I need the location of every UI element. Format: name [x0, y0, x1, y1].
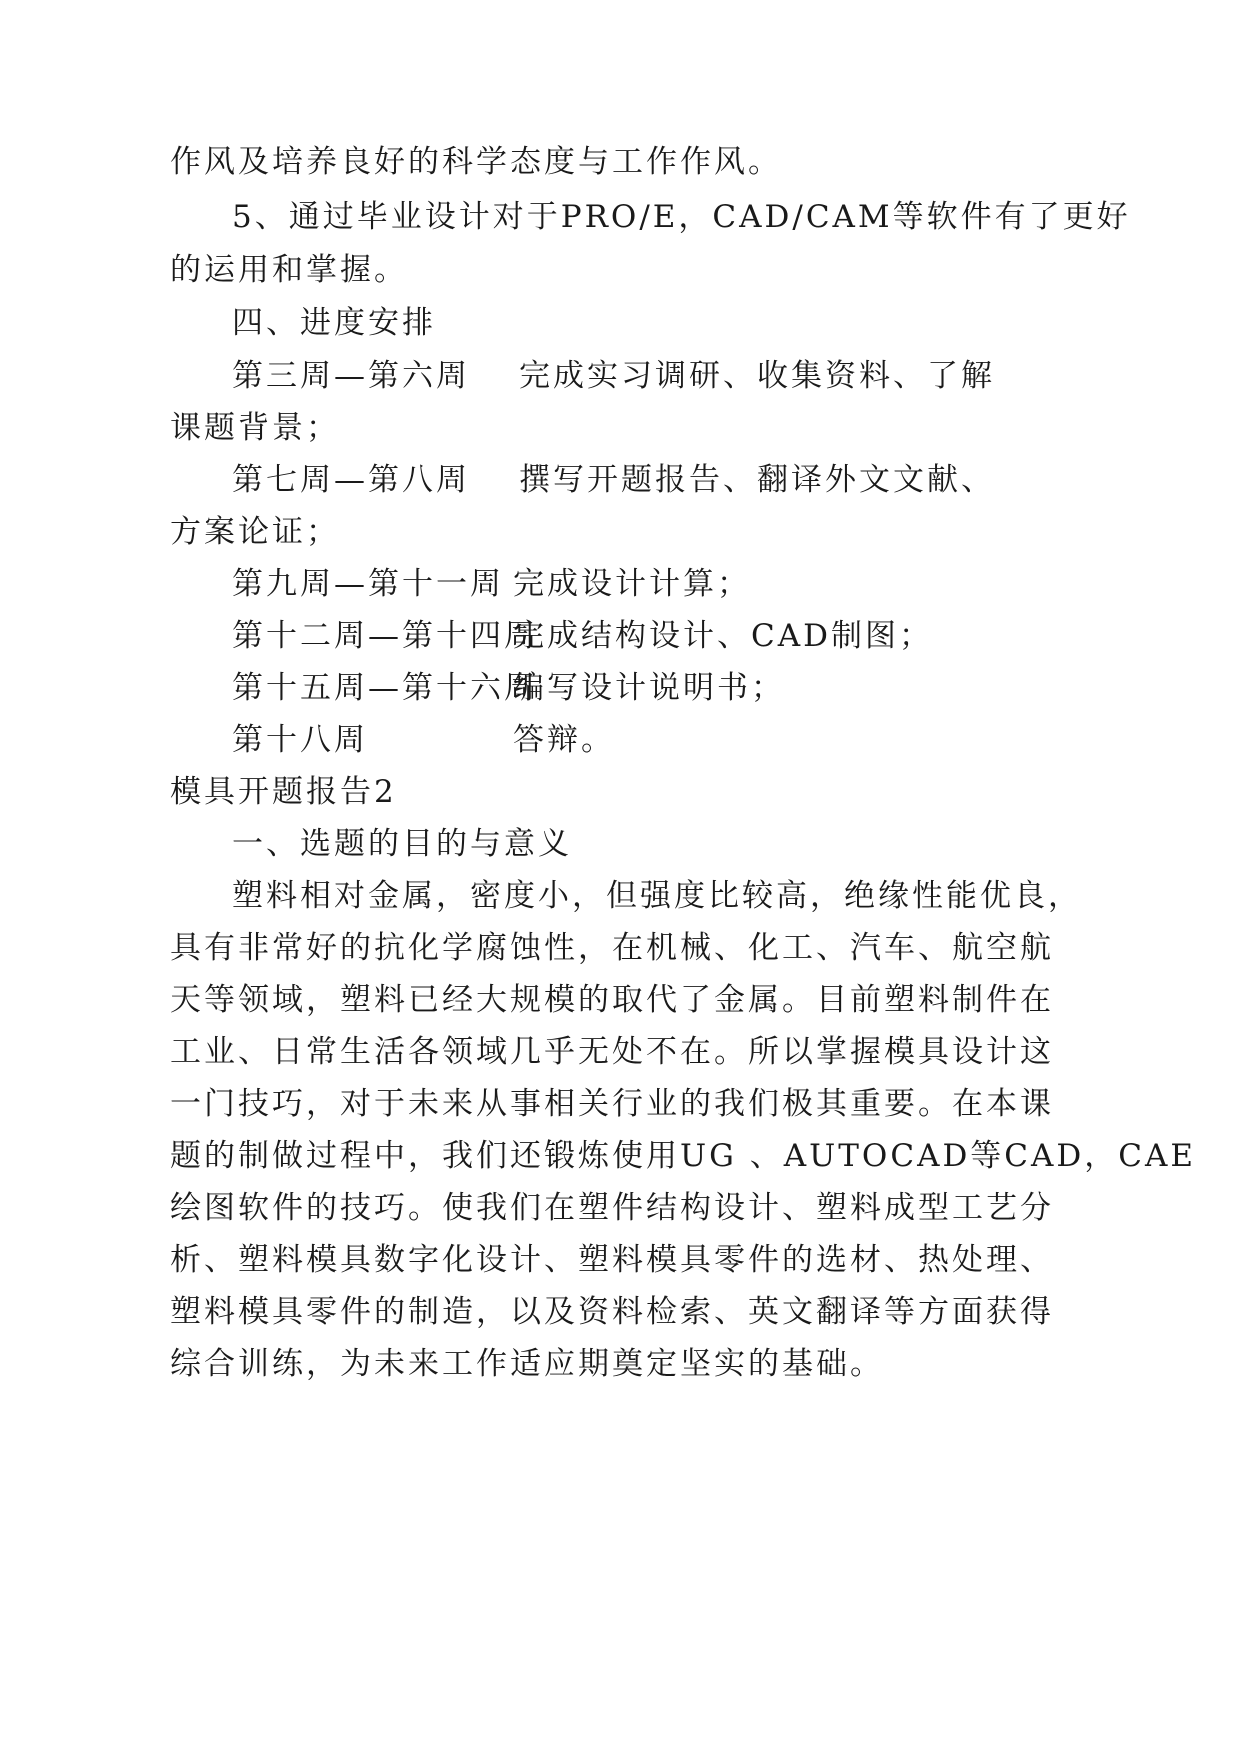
paragraph-line: 析、塑料模具数字化设计、塑料模具零件的选材、热处理、	[170, 1242, 1054, 1278]
section-heading: 四、进度安排	[232, 305, 436, 341]
section-heading: 一、选题的目的与意义	[232, 826, 572, 862]
paragraph-line: 绘图软件的技巧。使我们在塑件结构设计、塑料成型工艺分	[170, 1190, 1054, 1226]
paragraph-line: 具有非常好的抗化学腐蚀性，在机械、化工、汽车、航空航	[170, 930, 1054, 966]
schedule-task: 完成结构设计、CAD制图；	[513, 618, 933, 654]
schedule-period: 第十八周	[232, 722, 368, 758]
paragraph-line: 题的制做过程中，我们还锻炼使用UG 、AUTOCAD等CAD，CAE	[170, 1138, 1197, 1174]
paragraph-line: 塑料相对金属，密度小，但强度比较高，绝缘性能优良，	[232, 878, 1082, 914]
schedule-task: 编写设计说明书；	[513, 670, 785, 706]
schedule-period: 第七周—第八周	[232, 462, 470, 498]
schedule-period: 第九周—第十一周	[232, 566, 504, 602]
paragraph-line: 综合训练，为未来工作适应期奠定坚实的基础。	[170, 1346, 884, 1382]
document-title: 模具开题报告2	[170, 774, 397, 810]
schedule-period: 第十五周—第十六周	[232, 670, 538, 706]
schedule-period: 第十二周—第十四周	[232, 618, 538, 654]
schedule-task: 撰写开题报告、翻译外文文献、	[519, 462, 995, 498]
schedule-row-continued: 课题背景；	[170, 410, 340, 446]
schedule-task: 答辩。	[513, 722, 615, 758]
paragraph-line: 天等领域，塑料已经大规模的取代了金属。目前塑料制件在	[170, 982, 1054, 1018]
paragraph-line: 塑料模具零件的制造，以及资料检索、英文翻译等方面获得	[170, 1294, 1054, 1330]
paragraph-line: 工业、日常生活各领域几乎无处不在。所以掌握模具设计这	[170, 1034, 1054, 1070]
text-line: 作风及培养良好的科学态度与工作作风。	[170, 144, 782, 180]
schedule-task: 完成设计计算；	[513, 566, 751, 602]
schedule-period: 第三周—第六周	[232, 358, 470, 394]
schedule-row-continued: 方案论证；	[170, 514, 340, 550]
text-line: 5、通过毕业设计对于PRO/E，CAD/CAM等软件有了更好	[232, 199, 1131, 235]
paragraph-line: 一门技巧，对于未来从事相关行业的我们极其重要。在本课	[170, 1086, 1054, 1122]
schedule-task: 完成实习调研、收集资料、了解	[519, 358, 995, 394]
text-line: 的运用和掌握。	[170, 252, 408, 288]
